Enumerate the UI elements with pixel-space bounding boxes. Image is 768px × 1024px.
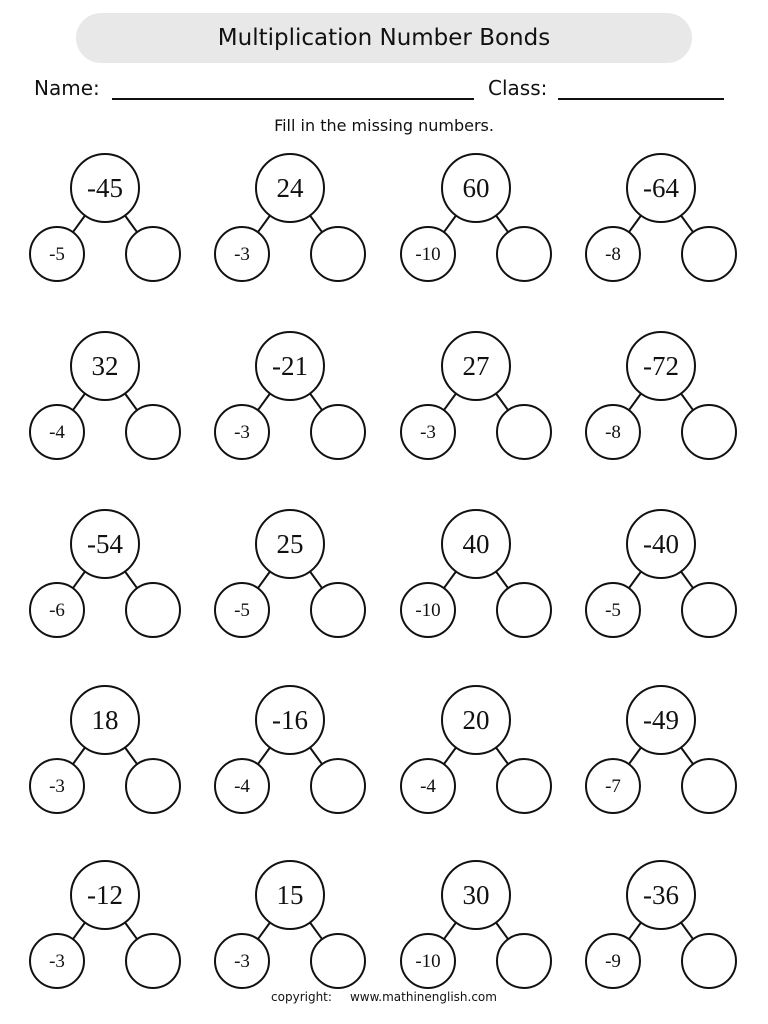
part-value: -8	[605, 244, 621, 265]
missing-answer-circle[interactable]	[126, 934, 180, 988]
right-branch-line	[310, 393, 322, 410]
part-value: -6	[49, 600, 65, 621]
right-branch-line	[681, 571, 693, 588]
missing-answer-circle[interactable]	[126, 759, 180, 813]
number-bond	[215, 332, 365, 459]
number-bond	[401, 332, 551, 459]
number-bond	[586, 332, 736, 459]
part-value: -4	[420, 776, 436, 797]
left-branch-line	[258, 922, 270, 939]
whole-value: 15	[276, 880, 304, 910]
part-value: -3	[49, 776, 65, 797]
whole-value: 30	[462, 880, 490, 910]
worksheet-title: Multiplication Number Bonds	[76, 13, 692, 63]
number-bond	[586, 686, 736, 813]
number-bond	[30, 861, 180, 988]
part-value: -5	[49, 244, 65, 265]
left-branch-line	[444, 747, 456, 764]
missing-answer-circle[interactable]	[126, 583, 180, 637]
footer-copyright: copyright:	[271, 990, 332, 1004]
part-value: -10	[415, 951, 441, 972]
right-branch-line	[681, 215, 693, 232]
whole-value: 24	[276, 173, 304, 203]
left-branch-line	[629, 571, 641, 588]
right-branch-line	[125, 393, 137, 410]
missing-answer-circle[interactable]	[497, 934, 551, 988]
number-bond	[215, 154, 365, 281]
whole-value: -36	[643, 880, 679, 910]
left-branch-line	[258, 393, 270, 410]
whole-value: -72	[643, 351, 679, 381]
right-branch-line	[310, 571, 322, 588]
instruction-text: Fill in the missing numbers.	[274, 116, 494, 135]
missing-answer-circle[interactable]	[126, 405, 180, 459]
number-bond	[586, 154, 736, 281]
number-bond	[215, 686, 365, 813]
part-value: -7	[605, 776, 621, 797]
whole-value: -64	[643, 173, 679, 203]
part-value: -9	[605, 951, 621, 972]
footer	[0, 990, 768, 1004]
left-branch-line	[73, 215, 85, 232]
number-bond	[215, 510, 365, 637]
missing-answer-circle[interactable]	[682, 759, 736, 813]
class-label: Class:	[488, 76, 548, 100]
right-branch-line	[125, 215, 137, 232]
number-bond	[30, 332, 180, 459]
whole-value: -16	[272, 705, 308, 735]
part-value: -3	[420, 422, 436, 443]
left-branch-line	[258, 747, 270, 764]
missing-answer-circle[interactable]	[311, 583, 365, 637]
whole-value: 40	[462, 529, 490, 559]
right-branch-line	[125, 747, 137, 764]
missing-answer-circle[interactable]	[682, 583, 736, 637]
part-value: -3	[234, 951, 250, 972]
part-value: -10	[415, 244, 441, 265]
missing-answer-circle[interactable]	[126, 227, 180, 281]
missing-answer-circle[interactable]	[497, 583, 551, 637]
missing-answer-circle[interactable]	[497, 759, 551, 813]
right-branch-line	[125, 571, 137, 588]
part-value: -3	[234, 244, 250, 265]
left-branch-line	[258, 571, 270, 588]
right-branch-line	[681, 393, 693, 410]
left-branch-line	[444, 922, 456, 939]
part-value: -10	[415, 600, 441, 621]
number-bond	[586, 510, 736, 637]
whole-value: 18	[91, 705, 119, 735]
number-bond	[401, 510, 551, 637]
whole-value: 25	[276, 529, 304, 559]
left-branch-line	[444, 393, 456, 410]
whole-value: -45	[87, 173, 123, 203]
left-branch-line	[258, 215, 270, 232]
missing-answer-circle[interactable]	[311, 227, 365, 281]
whole-value: 32	[91, 351, 119, 381]
number-bond	[401, 861, 551, 988]
missing-answer-circle[interactable]	[311, 759, 365, 813]
left-branch-line	[73, 747, 85, 764]
number-bond	[586, 861, 736, 988]
whole-value: -40	[643, 529, 679, 559]
part-value: -4	[234, 776, 250, 797]
number-bond	[401, 154, 551, 281]
number-bond	[215, 861, 365, 988]
right-branch-line	[496, 571, 508, 588]
left-branch-line	[629, 215, 641, 232]
whole-value: -54	[87, 529, 123, 559]
part-value: -3	[234, 422, 250, 443]
missing-answer-circle[interactable]	[311, 405, 365, 459]
right-branch-line	[310, 747, 322, 764]
whole-value: 60	[462, 173, 490, 203]
missing-answer-circle[interactable]	[682, 227, 736, 281]
left-branch-line	[444, 571, 456, 588]
number-bond	[30, 686, 180, 813]
left-branch-line	[629, 747, 641, 764]
left-branch-line	[73, 922, 85, 939]
right-branch-line	[496, 747, 508, 764]
whole-value: 27	[462, 351, 490, 381]
name-label: Name:	[34, 76, 100, 100]
missing-answer-circle[interactable]	[497, 227, 551, 281]
left-branch-line	[629, 922, 641, 939]
part-value: -4	[49, 422, 65, 443]
missing-answer-circle[interactable]	[682, 934, 736, 988]
part-value: -3	[49, 951, 65, 972]
missing-answer-circle[interactable]	[682, 405, 736, 459]
whole-value: -49	[643, 705, 679, 735]
right-branch-line	[310, 922, 322, 939]
left-branch-line	[444, 215, 456, 232]
left-branch-line	[629, 393, 641, 410]
number-bond	[30, 154, 180, 281]
right-branch-line	[496, 922, 508, 939]
left-branch-line	[73, 571, 85, 588]
number-bond	[401, 686, 551, 813]
part-value: -5	[234, 600, 250, 621]
right-branch-line	[310, 215, 322, 232]
number-bond	[30, 510, 180, 637]
part-value: -5	[605, 600, 621, 621]
footer-site: www.mathinenglish.com	[349, 990, 497, 1004]
right-branch-line	[681, 922, 693, 939]
right-branch-line	[681, 747, 693, 764]
whole-value: -21	[272, 351, 308, 381]
whole-value: 20	[462, 705, 490, 735]
right-branch-line	[496, 215, 508, 232]
right-branch-line	[496, 393, 508, 410]
missing-answer-circle[interactable]	[311, 934, 365, 988]
whole-value: -12	[87, 880, 123, 910]
missing-answer-circle[interactable]	[497, 405, 551, 459]
left-branch-line	[73, 393, 85, 410]
part-value: -8	[605, 422, 621, 443]
right-branch-line	[125, 922, 137, 939]
